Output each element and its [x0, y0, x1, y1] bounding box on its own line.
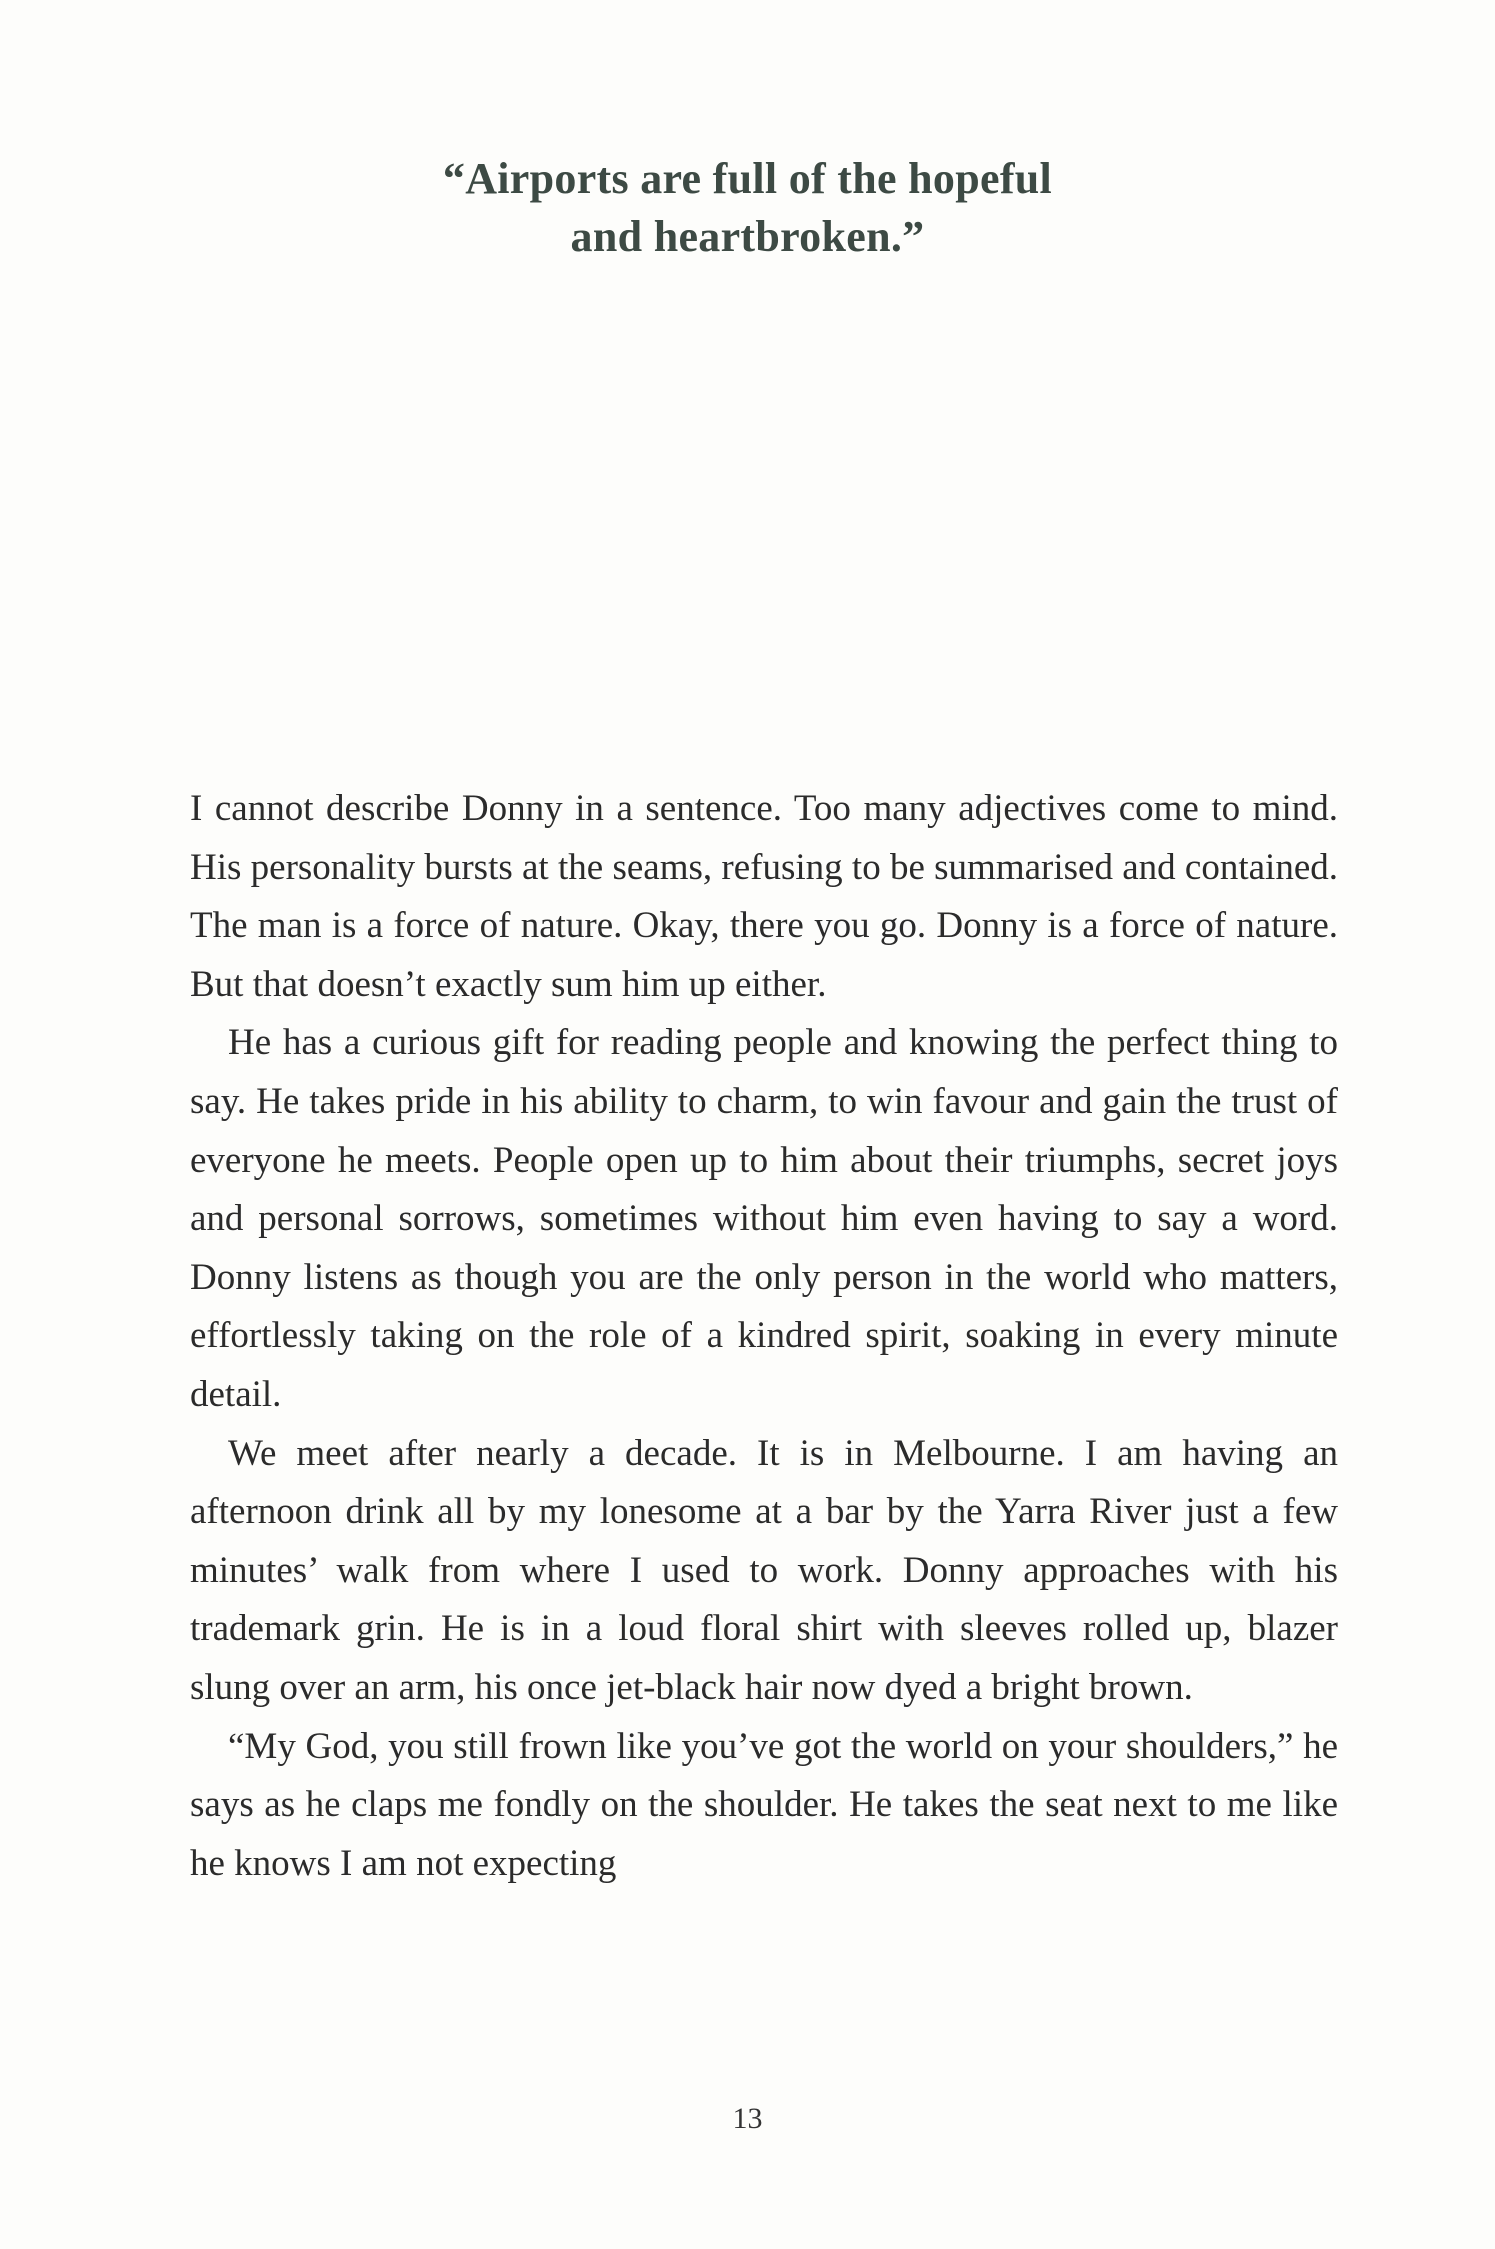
epigraph-line-1: “Airports are full of the hopeful — [442, 154, 1053, 203]
epigraph-line-2: and heartbroken.” — [570, 212, 925, 261]
paragraph-3: We meet after nearly a decade. It is in Melbourne. I am having an afternoon drink all by my lonesome at a bar by the Yarra River just a few minutes’ walk from where I used to work. Donny approaches with his trademark grin. He is in a loud floral shirt with sleeves rolled up, blazer slung over an arm, his once jet-black hair now dyed a bright brown. — [190, 1432, 1338, 1708]
paragraph-2: He has a curious gift for reading people and knowing the perfect thing to say. He takes pride in his ability to charm, to win favour and gain the trust of everyone he meets. People open up to him about their triumphs, secret joys and personal sorrows, sometimes without him even having to say a word. Donny listens as though you are the only person in the world who matters, effortlessly taking on the role of a kindred spirit, soaking in every minute detail. — [190, 1022, 1338, 1415]
paragraph-1: I cannot describe Donny in a sentence. Too many adjectives come to mind. His personality bursts at the seams, refusing to be summarised and contained. The man is a force of nature. Okay, there you go. Donny is a force of nature. But that doesn’t exactly sum him up either. — [190, 788, 1338, 1005]
paragraph-4: “My God, you still frown like you’ve got the world on your shoulders,” he says as he claps me fondly on the shoulder. He takes the seat next to me like he knows I am not expecting — [190, 1725, 1338, 1884]
page-number: 13 — [732, 2102, 763, 2135]
body-text — [190, 780, 1338, 1893]
chapter-epigraph — [0, 150, 1495, 266]
